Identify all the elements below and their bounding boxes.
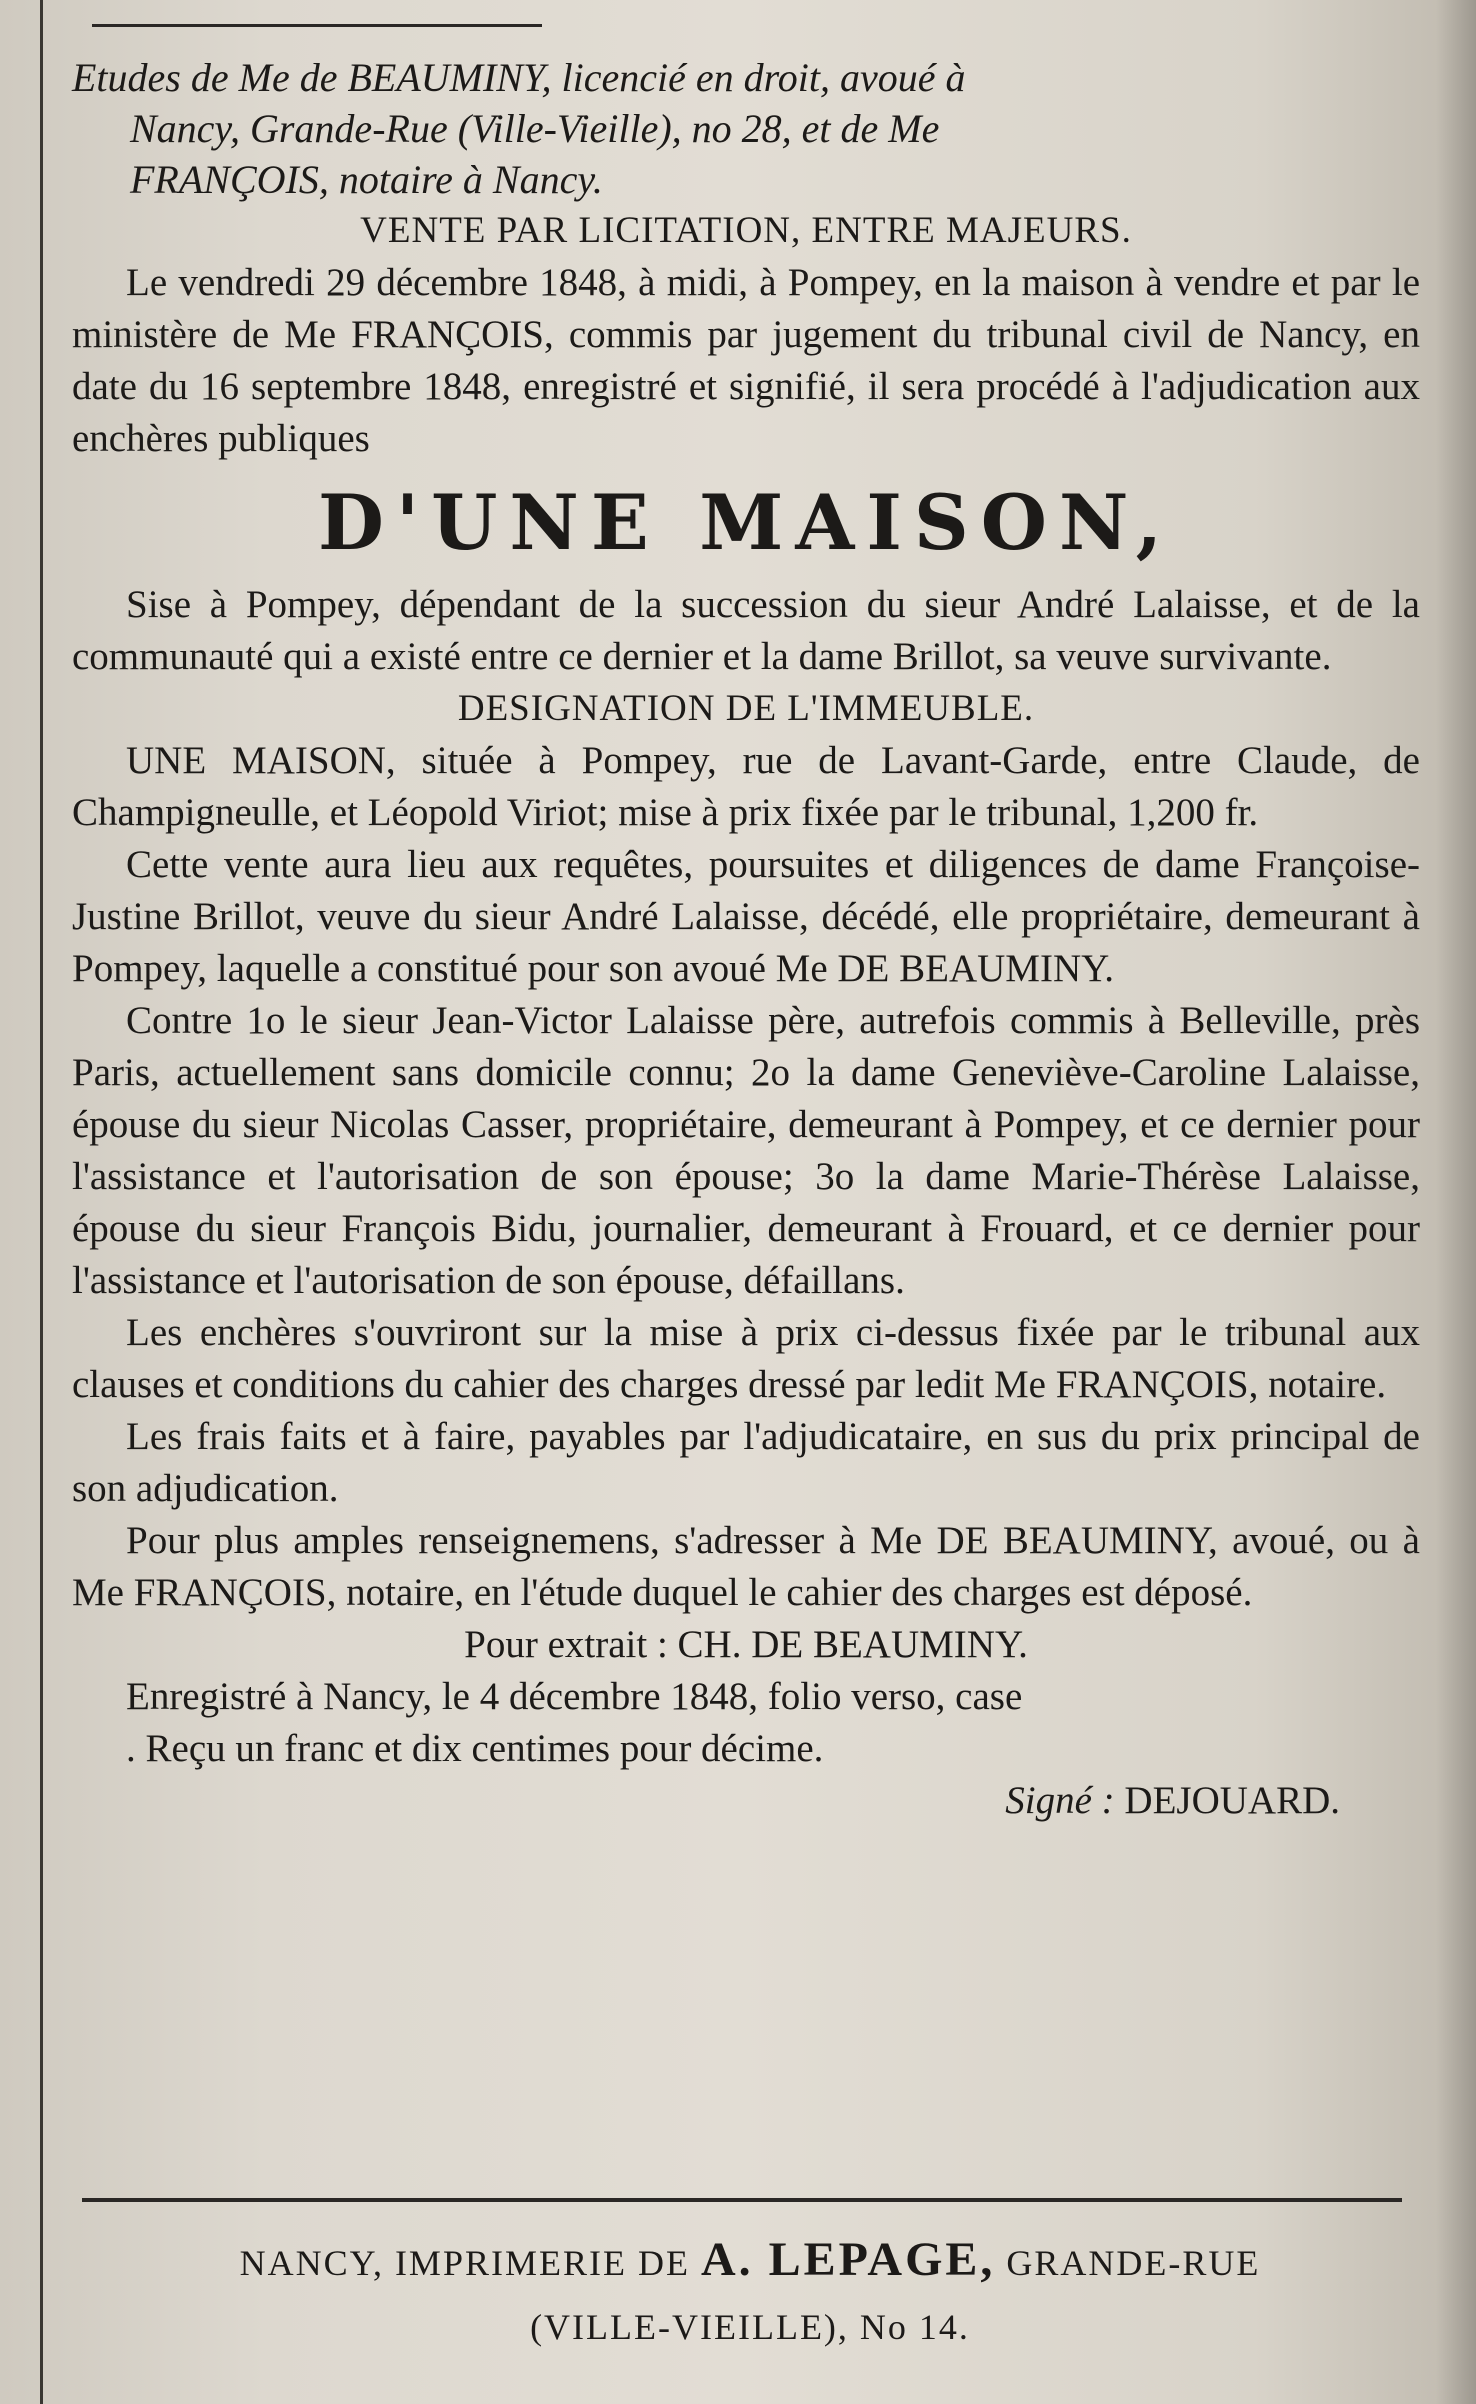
intro-paragraph: Le vendredi 29 décembre 1848, à midi, à Pompey, en la maison à vendre et par le ministère de Me FRANÇOIS, commis par jugement du tribunal civil de Nancy, en date du 16 septembre 1848, enregistré et signifié, il sera procédé à l'adjudication aux enchères publiques bbox=[72, 261, 1420, 460]
requests-paragraph: Cette vente aura lieu aux requêtes, poursuites et diligences de dame Françoise-Justine Brillot, veuve du sieur André Lalaisse, décédé, elle propriétaire, demeurant à Pompey, laquelle a constitué pour son avoué Me DE BEAUMINY. bbox=[72, 843, 1420, 990]
study-header-line3: FRANÇOIS, notaire à Nancy. bbox=[130, 157, 603, 202]
info-paragraph: Pour plus amples renseignemens, s'adresser à Me DE BEAUMINY, avoué, ou à Me FRANÇOIS, notaire, en l'étude duquel le cahier des charges est déposé. bbox=[72, 1519, 1420, 1614]
registration-line: Enregistré à Nancy, le 4 décembre 1848, folio verso, case bbox=[126, 1675, 1023, 1718]
signature-label: Signé : bbox=[1005, 1779, 1115, 1822]
fees-paragraph: Les frais faits et à faire, payables par l'adjudicataire, en sus du prix principal de son adjudication. bbox=[72, 1415, 1420, 1510]
signature bbox=[72, 1775, 1420, 1827]
printer-line2: (VILLE-VIEILLE), No 14. bbox=[530, 2307, 970, 2347]
study-header-line1: Etudes de Me de BEAUMINY, licencié en droit, avoué à bbox=[72, 55, 966, 100]
printer-imprint bbox=[100, 2228, 1400, 2359]
printer-name: A. LEPAGE, bbox=[700, 2233, 996, 2286]
designation-paragraph: UNE MAISON, située à Pompey, rue de Lavant-Garde, entre Claude, de Champigneulle, et Léopold Viriot; mise à prix fixée par le tribunal, 1,200 fr. bbox=[72, 739, 1420, 834]
notice-title: D'UNE MAISON, bbox=[317, 478, 1175, 567]
study-header-line2: Nancy, Grande-Rue (Ville-Vieille), no 28, et de Me bbox=[130, 106, 940, 151]
top-divider bbox=[92, 24, 542, 27]
page-shadow bbox=[1436, 0, 1476, 2404]
bottom-divider bbox=[82, 2198, 1402, 2202]
printer-line1 bbox=[100, 2228, 1400, 2295]
location-paragraph: Sise à Pompey, dépendant de la succession du sieur André Lalaisse, et de la communauté qui a existé entre ce dernier et la dame Brillot, sa veuve survivante. bbox=[72, 583, 1420, 678]
signature-name: DEJOUARD. bbox=[1124, 1779, 1340, 1822]
auction-paragraph: Les enchères s'ouvriront sur la mise à prix ci-dessus fixée par le tribunal aux clauses et conditions du cahier des charges dressé par ledit Me FRANÇOIS, notaire. bbox=[72, 1311, 1420, 1406]
designation-heading: DESIGNATION DE L'IMMEUBLE. bbox=[457, 688, 1035, 729]
study-header bbox=[72, 52, 1420, 205]
receipt-line: . Reçu un franc et dix centimes pour décime. bbox=[126, 1727, 824, 1770]
against-paragraph: Contre 1o le sieur Jean-Victor Lalaisse père, autrefois commis à Belleville, près Paris, actuellement sans domicile connu; 2o la dame Geneviève-Caroline Lalaisse, épouse du sieur Nicolas Casser, propriétaire, demeurant à Pompey, et ce dernier pour l'assistance et l'autorisation de son épouse; 3o la dame Marie-Thérèse Lalaisse, épouse du sieur François Bidu, journalier, demeurant à Frouard, et ce dernier pour l'assistance et l'autorisation de son épouse, défaillans. bbox=[72, 999, 1420, 1302]
extract-line: Pour extrait : CH. DE BEAUMINY. bbox=[464, 1623, 1028, 1666]
column-rule bbox=[40, 0, 43, 2404]
printer-city: NANCY, IMPRIMERIE DE bbox=[239, 2243, 690, 2283]
printer-street: GRANDE-RUE bbox=[1006, 2243, 1261, 2283]
sale-type-heading: VENTE PAR LICITATION, ENTRE MAJEURS. bbox=[360, 210, 1132, 251]
legal-notice bbox=[72, 52, 1420, 1827]
